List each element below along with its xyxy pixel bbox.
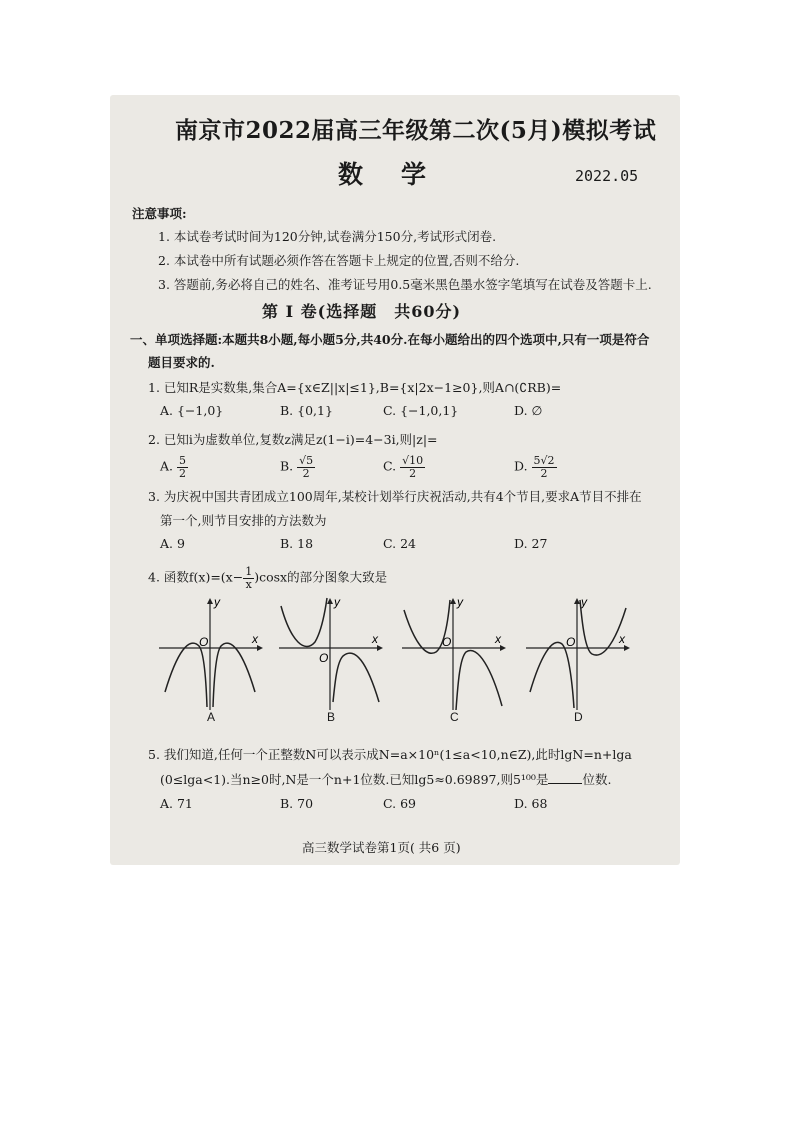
stem-part: 位数. (582, 772, 612, 787)
curve-right (333, 653, 379, 702)
fraction-denominator: x (245, 577, 252, 591)
graph-b (275, 592, 387, 722)
note-item: 2. 本试卷中所有试题必须作答在答题卡上规定的位置,否则不给分. (158, 253, 520, 268)
question-3-option-b: B. 18 (280, 536, 314, 551)
page-footer: 高三数学试卷第1页( 共6 页) (302, 840, 461, 855)
y-axis-arrow (450, 598, 456, 604)
note-item: 1. 本试卷考试时间为120分钟,试卷满分150分,考试形式闭卷. (158, 229, 497, 244)
fraction (297, 455, 315, 479)
x-label: x (495, 632, 501, 646)
fraction-numerator: 5 (179, 454, 186, 467)
stem-part: )cosx的部分图象大致是 (254, 569, 388, 585)
graph-c (398, 592, 510, 722)
graph-a-label: A (207, 710, 216, 724)
question-1-option-a: A. {−1,0} (160, 403, 224, 418)
y-axis-arrow (327, 598, 333, 604)
part-instructions: 一、单项选择题:本题共8小题,每小题5分,共40分.在每小题给出的四个选项中,只有一项是符合 (130, 332, 650, 347)
y-label: y (334, 595, 340, 609)
option-label: A. (160, 458, 174, 474)
fraction-denominator: 2 (409, 466, 417, 480)
question-3-option-a: A. 9 (160, 536, 185, 551)
subject-title: 数学 (338, 160, 465, 189)
fraction-numerator: √10 (402, 454, 424, 467)
question-1-option-c: C. {−1,0,1} (383, 403, 459, 418)
question-5-option-d: D. 68 (514, 796, 548, 811)
curve-right (213, 643, 255, 707)
question-4-stem (148, 566, 387, 590)
question-3-stem-cont: 第一个,则节目安排的方法数为 (160, 513, 327, 528)
y-label: y (214, 595, 220, 609)
graph-d-label: D (574, 710, 583, 724)
option-label: D. (514, 458, 528, 474)
question-5-option-c: C. 69 (383, 796, 416, 811)
question-2-option-d (514, 455, 557, 479)
fraction-denominator: 2 (540, 466, 548, 480)
graph-b-label: B (327, 710, 336, 724)
question-2-option-b (280, 455, 315, 479)
part-instructions-cont: 题目要求的. (148, 355, 215, 370)
answer-blank (548, 773, 582, 784)
question-1-option-d: D. ∅ (514, 403, 543, 418)
fraction-denominator: 2 (302, 466, 310, 480)
fraction (177, 455, 188, 479)
question-5-option-b: B. 70 (280, 796, 314, 811)
notes-heading: 注意事项: (132, 206, 187, 221)
y-axis-arrow (574, 598, 580, 604)
exam-date: 2022.05 (575, 167, 639, 185)
question-2-option-a (160, 455, 188, 479)
fraction-numerator: 1 (245, 565, 253, 578)
origin-label: O (199, 635, 209, 649)
question-1-option-b: B. {0,1} (280, 403, 333, 418)
question-3-option-c: C. 24 (383, 536, 416, 551)
y-axis-arrow (207, 598, 213, 604)
question-1-stem: 1. 已知R是实数集,集合A={x∈Z||x|≤1},B={x|2x−1≥0},则A∩(∁RB)= (148, 380, 562, 395)
exam-title: 南京市2022届高三年级第二次(5月)模拟考试 (175, 117, 657, 144)
x-label: x (619, 632, 625, 646)
note-item: 3. 答题前,务必将自己的姓名、准考证号用0.5毫米黑色墨水签字笔填写在试卷及答题卡上. (158, 277, 652, 292)
curve-left (281, 598, 327, 647)
fraction (532, 455, 557, 479)
fraction-numerator: 5√2 (533, 454, 555, 467)
graph-c-label: C (450, 710, 459, 724)
fraction (400, 455, 425, 479)
fraction (243, 566, 254, 590)
origin-label: O (566, 635, 576, 649)
question-5-stem: 5. 我们知道,任何一个正整数N可以表示成N=a×10ⁿ(1≤a<10,n∈Z),此时lgN=n+lga (148, 747, 632, 762)
stem-part: 4. 函数f(x)=(x− (148, 569, 244, 585)
graph-a (155, 592, 267, 722)
option-label: C. (383, 458, 397, 474)
question-5-stem-cont (160, 770, 611, 788)
question-3-stem: 3. 为庆祝中国共青团成立100周年,某校计划举行庆祝活动,共有4个节目,要求A节目不排在 (148, 489, 642, 504)
question-2-stem: 2. 已知i为虚数单位,复数z满足z(1−i)=4−3i,则|z|= (148, 432, 438, 447)
origin-label: O (319, 651, 329, 665)
graph-d (522, 592, 634, 722)
option-label: B. (280, 458, 294, 474)
section-title: 第 I 卷(选择题 共60分) (262, 302, 462, 321)
question-3-option-d: D. 27 (514, 536, 548, 551)
x-label: x (372, 632, 378, 646)
fraction-denominator: 2 (179, 466, 186, 480)
y-label: y (581, 595, 587, 609)
question-5-option-a: A. 71 (160, 796, 193, 811)
question-2-option-c (383, 455, 425, 479)
curve-left (530, 642, 574, 708)
curve-right (456, 651, 502, 710)
x-label: x (252, 632, 258, 646)
y-label: y (457, 595, 463, 609)
curve-left (165, 643, 207, 707)
stem-part: (0≤lga<1).当n≥0时,N是一个n+1位数.已知lg5≈0.69897,则5¹⁰⁰是 (160, 772, 549, 787)
fraction-numerator: √5 (299, 454, 314, 467)
origin-label: O (442, 635, 452, 649)
